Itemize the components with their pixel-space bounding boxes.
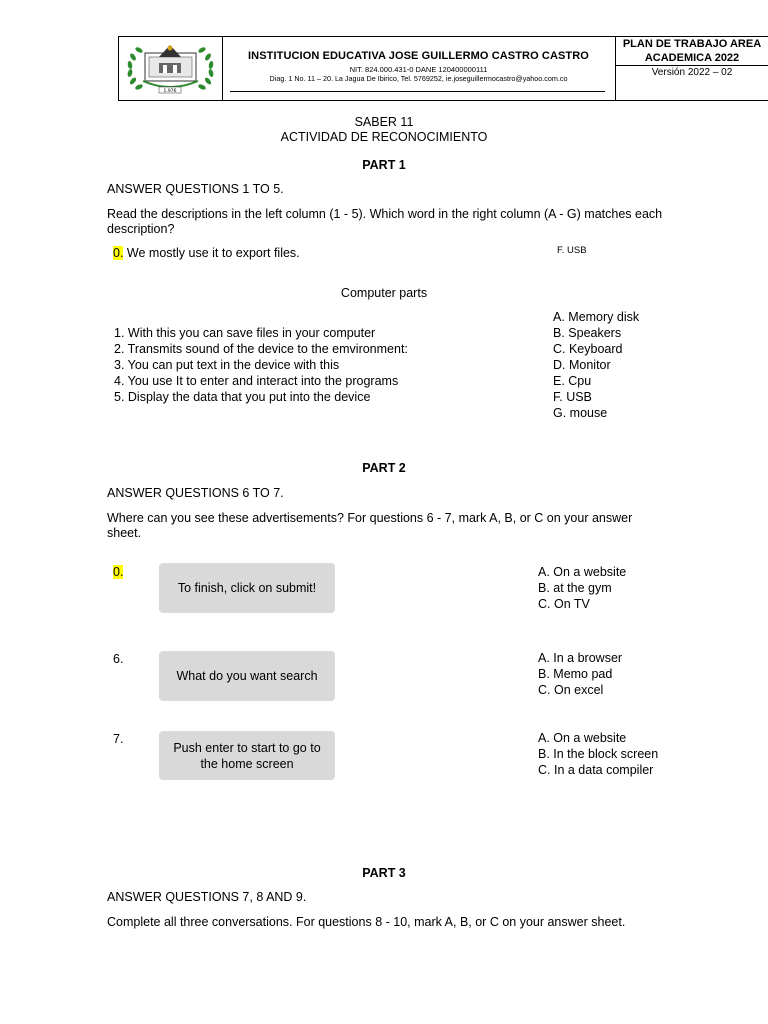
option-item: C. In a data compiler <box>538 763 654 777</box>
institution-cell <box>222 37 616 100</box>
logo-cell <box>119 37 223 100</box>
title-line2: ACTIVIDAD DE RECONOCIMIENTO <box>280 130 488 144</box>
part1-example <box>113 245 300 261</box>
question-item: 4. You use It to enter and interact into the programs <box>114 374 399 388</box>
option-item: G. mouse <box>553 406 608 420</box>
option-item: A. On a website <box>538 565 627 579</box>
ad-item-number: 6. <box>113 652 124 666</box>
institution-name: INSTITUCION EDUCATIVA JOSE GUILLERMO CASTRO CASTRO <box>248 50 589 62</box>
option-item: B. In the block screen <box>538 747 659 761</box>
option-item: B. Memo pad <box>538 667 613 681</box>
option-item: D. Monitor <box>553 358 611 372</box>
part2-heading: PART 2 <box>362 461 406 475</box>
plan-version: Versión 2022 – 02 <box>651 67 733 78</box>
ad-item-number: 0. <box>113 565 124 579</box>
part1-heading: PART 1 <box>362 158 406 172</box>
ad-options <box>538 730 658 778</box>
part1-options <box>553 309 639 421</box>
ad-bubble: Push enter to start to go to the home screen <box>159 731 335 780</box>
part2-description-line2: sheet. <box>107 526 142 540</box>
school-logo-icon <box>119 37 222 100</box>
plan-divider <box>615 65 768 66</box>
option-item: B. at the gym <box>538 581 612 595</box>
part1-questions <box>114 325 408 405</box>
ad-options <box>538 564 626 612</box>
ad-bubble: To finish, click on submit! <box>159 563 335 613</box>
title-line1: SABER 11 <box>354 115 414 129</box>
option-item: C. On TV <box>538 597 590 611</box>
part1-subtitle: Computer parts <box>340 286 428 300</box>
option-item: A. In a browser <box>538 651 623 665</box>
part2-description-line1: Where can you see these advertisements? For questions 6 - 7, mark A, B, or C on your answer <box>107 511 633 525</box>
example-text: We mostly use it to export files. <box>123 246 300 260</box>
part3-description: Complete all three conversations. For questions 8 - 10, mark A, B, or C on your answer sheet. <box>107 915 626 929</box>
option-item: E. Cpu <box>553 374 592 388</box>
option-item: B. Speakers <box>553 326 622 340</box>
part3-heading: PART 3 <box>362 866 406 880</box>
plan-title-line2: ACADEMICA 2022 <box>644 52 740 64</box>
question-item: 1. With this you can save files in your computer <box>114 326 376 340</box>
plan-cell <box>615 37 768 100</box>
question-item: 2. Transmits sound of the device to the emvironment: <box>114 342 408 356</box>
question-item: 5. Display the data that you put into the device <box>114 390 371 404</box>
plan-title-line1: PLAN DE TRABAJO AREA <box>622 38 762 50</box>
option-item: C. Keyboard <box>553 342 623 356</box>
document-header <box>118 36 768 101</box>
svg-text:1.976: 1.976 <box>163 89 177 94</box>
option-item: A. Memory disk <box>553 310 640 324</box>
option-item: F. USB <box>553 390 592 404</box>
address-underline <box>230 91 605 92</box>
question-item: 3. You can put text in the device with this <box>114 358 340 372</box>
ad-item-number: 7. <box>113 732 124 746</box>
option-item: C. On excel <box>538 683 604 697</box>
option-item: A. On a website <box>538 731 627 745</box>
ad-options <box>538 650 622 698</box>
part1-instruction: ANSWER QUESTIONS 1 TO 5. <box>107 182 284 196</box>
example-number: 0. <box>113 246 124 260</box>
part1-description-line1: Read the descriptions in the left column (1 - 5). Which word in the right column (A - G) matches each <box>107 207 663 221</box>
part1-description-line2: description? <box>107 222 175 236</box>
ad-bubble: What do you want search <box>159 651 335 701</box>
part3-instruction: ANSWER QUESTIONS 7, 8 AND 9. <box>107 890 307 904</box>
part2-instruction: ANSWER QUESTIONS 6 TO 7. <box>107 486 284 500</box>
institution-nit: NIT. 824.000.431-0 DANE 120400000111 <box>349 65 488 74</box>
part1-example-answer: F. USB <box>557 245 587 256</box>
institution-address: Diag. 1 No. 11 – 20. La Jagua De Ibirico, Tel. 5769252, ie.joseguillermocastro@yahoo.com.co <box>269 74 568 83</box>
